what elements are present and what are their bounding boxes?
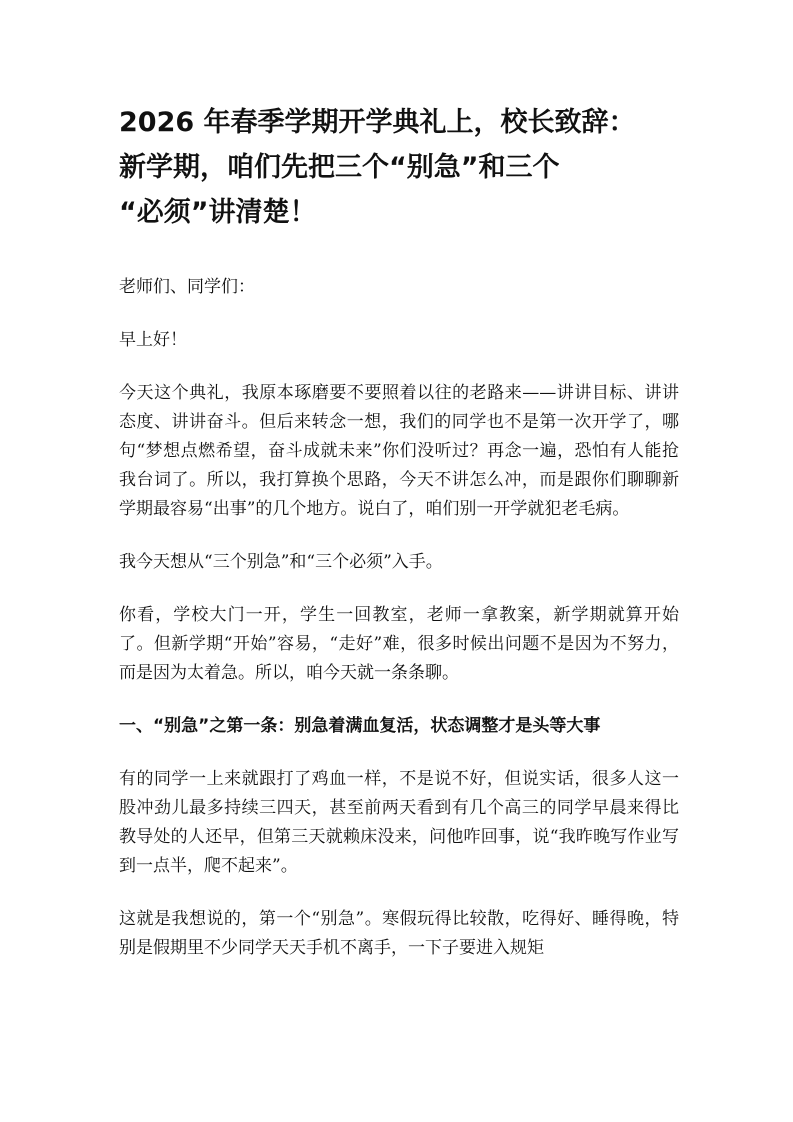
document-body xyxy=(119,273,679,987)
title-line-3: “必须”讲清楚！ xyxy=(119,197,317,228)
intro-paragraph: 今天这个典礼，我原本琢磨要不要照着以往的老路来——讲讲目标、讲讲态度、讲讲奋斗。但后来转念一想，我们的同学也不是第一次开学了，哪句“梦想点燃希望，奋斗成就未来”你们没听过？再念一遍，恐怕有人能抢我台词了。所以，我打算换个思路，今天不讲怎么冲，而是跟你们聊聊新学期最容易“出事”的几个地方。说白了，咱们别一开学就犯老毛病。 xyxy=(119,383,679,519)
salutation-paragraph: 老师们、同学们： xyxy=(119,277,255,297)
section-paragraph-2: 这就是我想说的，第一个“别急”。寒假玩得比较散，吃得好、睡得晚，特别是假期里不少同学天天手机不离手，一下子要进入规矩 xyxy=(119,909,679,958)
section-paragraph-1: 有的同学一上来就跟打了鸡血一样，不是说不好，但说实话，很多人这一股冲劲儿最多持续三四天，甚至前两天看到有几个高三的同学早晨来得比教导处的人还早，但第三天就赖床没来，问他咋回事，说“我昨晚写作业写到一点半，爬不起来”。 xyxy=(119,769,679,876)
context-paragraph: 你看，学校大门一开，学生一回教室，老师一拿教案，新学期就算开始了。但新学期“开始”容易，“走好”难，很多时候出问题不是因为不努力，而是因为太着急。所以，咱今天就一条条聊。 xyxy=(119,605,679,683)
document-title xyxy=(119,100,679,235)
title-line-2: 新学期，咱们先把三个“别急”和三个 xyxy=(119,152,560,183)
theme-paragraph: 我今天想从“三个别急”和“三个必须”入手。 xyxy=(119,552,443,572)
greeting-paragraph: 早上好！ xyxy=(119,330,187,350)
section-heading: 一、“别急”之第一条：别急着满血复活，状态调整才是头等大事 xyxy=(119,716,601,736)
title-line-1: 2026 年春季学期开学典礼上，校长致辞： xyxy=(119,107,636,138)
